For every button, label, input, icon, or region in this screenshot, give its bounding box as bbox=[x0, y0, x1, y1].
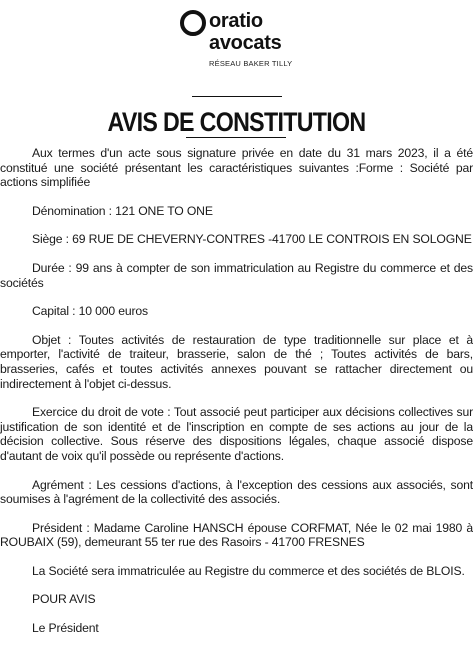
paragraph-preamble: Aux termes d'un acte sous signature privée en date du 31 mars 2023, il a été constitué une société présentant les caractéristiques suivantes :Forme : Société par actions simplifiée bbox=[0, 146, 473, 190]
paragraph-denomination: Dénomination : 121 ONE TO ONE bbox=[32, 203, 213, 218]
paragraph-president: Président : Madame Caroline HANSCH épouse CORFMAT, Née le 02 mai 1980 à ROUBAIX (59), demeurant 55 ter rue des Rasoirs - 41700 FRESNES bbox=[0, 520, 473, 550]
page-title: AVIS DE CONSTITUTION bbox=[107, 107, 366, 137]
paragraph-duree: Durée : 99 ans à compter de son immatriculation au Registre du commerce et des sociétés bbox=[0, 260, 473, 290]
paragraph-objet: Objet : Toutes activités de restauration de type traditionnelle sur place et à emporter, l'activité de traiteur, brasserie, salon de thé ; Toutes activités de bars, brasseries, cafés et toutes activités annexes pouvant se rattacher directement ou indirectement à l'objet ci-dessus. bbox=[0, 332, 473, 391]
paragraph-agrement: Agrément : Les cessions d'actions, à l'exception des cessions aux associés, sont soumises à l'agrément de la collectivité des associés. bbox=[0, 477, 473, 507]
paragraph-siege: Siège : 69 RUE DE CHEVERNY-CONTRES -41700 LE CONTROIS EN SOLOGNE bbox=[32, 232, 472, 247]
paragraph-signature: Le Président bbox=[32, 621, 99, 636]
title-top-rule bbox=[192, 96, 282, 97]
title-bottom-rule bbox=[186, 137, 286, 138]
oratio-logo-icon bbox=[180, 10, 206, 36]
paragraph-capital: Capital : 10 000 euros bbox=[32, 304, 148, 319]
logo-word-avocats: avocats bbox=[209, 32, 282, 54]
logo-word-oratio: oratio bbox=[209, 10, 263, 32]
paragraph-pour-avis: POUR AVIS bbox=[32, 592, 96, 607]
paragraph-immatriculation: La Société sera immatriculée au Registre du commerce et des sociétés de BLOIS. bbox=[32, 563, 465, 578]
logo-network-label: RÉSEAU BAKER TILLY bbox=[209, 59, 293, 68]
paragraph-droit-de-vote: Exercice du droit de vote : Tout associé peut participer aux décisions collectives sur justification de son identité et de l'inscription en compte de ses actions au jour de la décision collective. Sous réserve des dispositions légales, chaque associé dispose d'autant de voix qu'il possède ou représente d'actions. bbox=[0, 405, 473, 463]
notice-body bbox=[0, 146, 473, 636]
